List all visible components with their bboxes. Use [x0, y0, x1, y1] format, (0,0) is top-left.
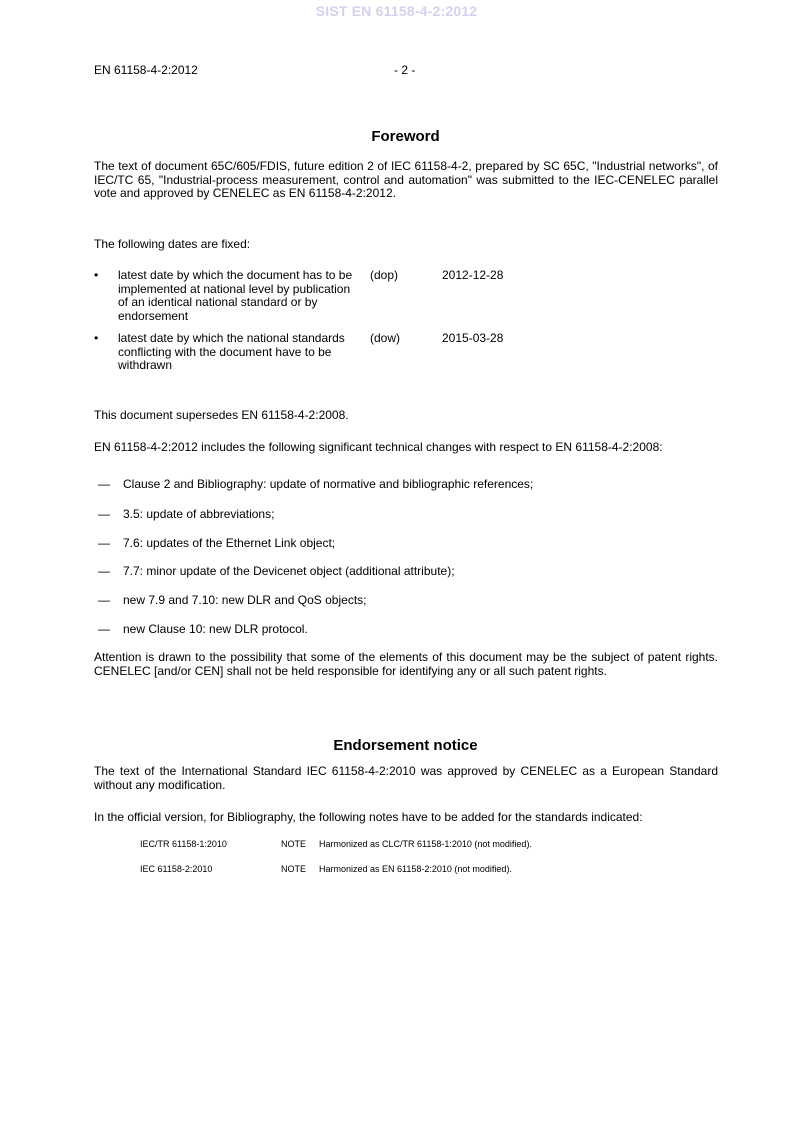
dash-icon: —	[98, 564, 110, 578]
dash-icon: —	[98, 536, 110, 550]
endorsement-title: Endorsement notice	[333, 737, 478, 754]
bullet-icon: •	[94, 268, 99, 282]
date-item-date: 2015-03-28	[442, 331, 504, 345]
dash-icon: —	[98, 622, 110, 636]
foreword-intro: The text of document 65C/605/FDIS, future edition 2 of IEC 61158-4-2, prepared by SC 65C, "Industrial networks", of IEC/TC 65, "Industrial-process measurement, control and automation" was submitted to the IEC-CENELEC parallel vote and approved by CENELEC as EN 61158-4-2:2012.	[94, 159, 718, 201]
change-item-text: Clause 2 and Bibliography: update of normative and bibliographic references;	[123, 477, 534, 491]
dash-icon: —	[98, 593, 110, 607]
note-text: Harmonized as CLC/TR 61158-1:2010 (not modified).	[319, 839, 532, 849]
change-item-text: 7.7: minor update of the Devicenet object (additional attribute);	[123, 564, 455, 578]
watermark: SIST EN 61158-4-2:2012	[315, 3, 478, 19]
date-item-text: latest date by which the national standards conflicting with the document have to be withdrawn	[118, 331, 345, 373]
foreword-title: Foreword	[371, 128, 440, 145]
date-item-date: 2012-12-28	[442, 268, 504, 282]
supersedes-text: This document supersedes EN 61158-4-2:2008.	[94, 408, 349, 422]
dash-icon: —	[98, 507, 110, 521]
note-text: Harmonized as EN 61158-2:2010 (not modified).	[319, 864, 512, 874]
date-item-code: (dop)	[370, 268, 399, 282]
note-standard: IEC 61158-2:2010	[140, 864, 213, 874]
bullet-icon: •	[94, 331, 99, 345]
header-page-number: - 2 -	[394, 63, 416, 77]
note-label: NOTE	[281, 839, 307, 849]
date-item-text: latest date by which the document has to be implemented at national level by publication of an identical national standard or by endorsement	[118, 268, 353, 323]
endorsement-text: The text of the International Standard IEC 61158-4-2:2010 was approved by CENELEC as a European Standard without any modification.	[94, 764, 718, 792]
date-item-code: (dow)	[370, 331, 401, 345]
dates-intro: The following dates are fixed:	[94, 237, 251, 251]
changes-intro: EN 61158-4-2:2012 includes the following significant technical changes with respect to EN 61158-4-2:2008:	[94, 440, 663, 454]
dash-icon: —	[98, 477, 110, 491]
change-item-text: 3.5: update of abbreviations;	[123, 507, 275, 521]
change-item-text: new 7.9 and 7.10: new DLR and QoS objects;	[123, 593, 367, 607]
attention-text: Attention is drawn to the possibility that some of the elements of this document may be the subject of patent rights. CENELEC [and/or CEN] shall not be held responsible for identifying any or all such patent rights.	[94, 650, 718, 678]
change-item-text: new Clause 10: new DLR protocol.	[123, 622, 308, 636]
note-standard: IEC/TR 61158-1:2010	[140, 839, 227, 849]
note-label: NOTE	[281, 864, 307, 874]
change-item-text: 7.6: updates of the Ethernet Link object;	[123, 536, 336, 550]
official-version-text: In the official version, for Bibliography, the following notes have to be added for the standards indicated:	[94, 810, 643, 824]
header-doc-id: EN 61158-4-2:2012	[94, 63, 198, 77]
